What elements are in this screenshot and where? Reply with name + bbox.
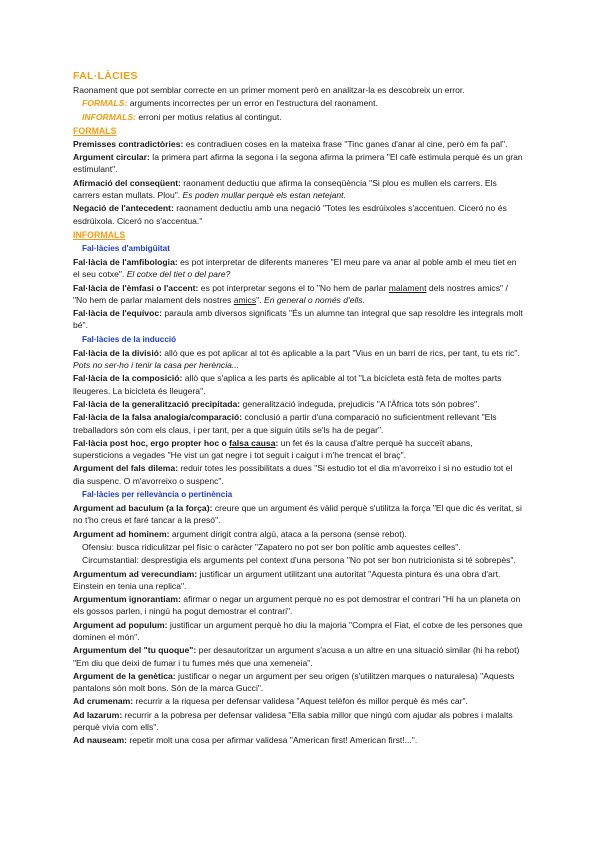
informals-definition: INFORMALS: erroni per motius relatius al contingut. — [82, 111, 282, 122]
informals-label: INFORMALS: — [82, 111, 136, 122]
fallacy-entry: Argument del fals dilema: reduir totes les possibilitats a dues "Si estudio tot el dia m'avorreixo i si no estudio tot el dia suspenc. O m'avorreixo o suspenc". — [73, 463, 513, 486]
document-page — [73, 70, 523, 748]
fallacy-entry: Argument circular: la primera part afirma la segona i la segona afirma la primera "El cafè estimula perquè és un gran estimulant". — [73, 152, 523, 175]
fallacy-entry: Argument ad baculum (a la força): creure que un argument és vàlid perquè s'utilitza la força "El que dic és veritat, si no t'ho creus et faré tancar a la presó". — [73, 503, 522, 526]
fallacy-entry: Argumentum ignorantiam: afirmar o negar un argument perquè no es pot demostrar el contrari "Hi ha un planeta on els gossos parlen, i ningú ha pogut demostrar el contrari". — [73, 594, 521, 617]
hominem-ofensiu: Ofensiu: busca ridiculitzar pel físic o caràcter "Zapatero no pot ser bon polític amb aquestes celles". — [82, 541, 461, 552]
fallacy-entry: Fal·làcia post hoc, ergo propter hoc o falsa causa: un fet és la causa d'altre perquè ha succeït abans, supersticions a vegades "He vist un gat negre i tot seguit i caigut i m'he trencat el braç". — [73, 437, 473, 461]
fallacy-entry: Ad crumenam: recurrir a la riquesa per defensar validesa "Aquest telèfon és millor perquè és més car". — [73, 696, 468, 707]
fallacy-entry: Fal·làcia de la generalització precipitada: generalització indeguda, prejudicis "A l'Àfrica tots són pobres". — [73, 398, 480, 409]
fallacy-entry: Argumentum del "tu quoque": per desautoritzar un argument s'acusa a un altre en una situació similar (hi ha rebot) "Em diu que deixi de fumar i tu fumes més que una xemeneia". — [73, 645, 520, 668]
subheading-induccio: Fal·làcies de la inducció — [82, 334, 177, 344]
fallacy-entry: Fal·làcia de l'equívoc: paraula amb diversos significats "És un alumne tan integral que sap resoldre les integrals molt bé". — [73, 308, 523, 331]
formals-label: FORMALS: — [82, 98, 128, 109]
intro-paragraph: Raonament que pot semblar correcte en un primer moment però en analitzar-la es descobreix un error. — [73, 85, 465, 95]
formals-definition: FORMALS: arguments incorrectes per un error en l'estructura del raonament. — [82, 98, 378, 109]
fallacy-entry: Ad nauseam: repetir molt una cosa per afirmar validesa "American first! American first!...". — [73, 735, 418, 746]
fallacy-entry: Argumentum ad verecundiam: justificar un argument utilitzant una autoritat "Aquesta pintura és una obra d'art. Einstein en tenia una replica". — [73, 568, 501, 591]
fallacy-entry: Negació de l'antecedent: raonament deductiu amb una negació "Totes les esdrúixoles s'accentuen. Ciceró no és esdrúixola. Ciceró no s'accentua." — [73, 203, 507, 226]
fallacy-entry: Argument de la genètica: justificar o negar un argument per seu origen (s'utilitzen marques o naturalesa) "Aquests pantalons són molt bons. Són de la marca Gucci". — [73, 670, 515, 694]
fallacy-entry: Fal·làcia de l'amfibologia: es pot interpretar de diferents maneres "El meu pare va anar al poble amb el meu tiet en el seu cotxe". El cotxe del tiet o del pare? — [73, 256, 517, 280]
fallacy-entry: Afirmació del conseqüent: raonament deductiu que afirma la conseqüència "Si plou es mullen els carrers. Els carrers estan mullats. Plou". Es poden mullar perquè els estan netejant. — [73, 177, 497, 201]
fallacy-entry: Argument ad populum: justificar un argument perquè ho diu la majoria "Compra el Fiat, el cotxe de les persones que dominen el món". — [73, 619, 523, 642]
formals-heading: FORMALS — [73, 125, 117, 136]
fallacy-entry: Fal·làcia de la falsa analogia/comparació: conclusió a partir d'una comparació no suficientment rellevant "Els treballadors són com els claus, i per tant, per a que siguin útils se'ls ha de pegar". — [73, 412, 497, 435]
fallacy-entry: Ad lazarum: recurrir a la pobresa per defensar validesa "Ella sabia millor que ningú com ajudar als pobres i malalts perquè vivia com ells". — [73, 709, 513, 733]
fallacy-entry: Premisses contradictòries: es contradiuen coses en la mateixa frase "Tinc ganes d'anar al cine, però em fa pal". — [73, 138, 508, 149]
fallacy-entry: Fal·làcia de la divisió: allò que es pot aplicar al tot és aplicable a la part "Vius en un barri de rics, per tant, tu ets ric". Pots no ser-ho i tenir la casa per herència... — [73, 347, 520, 371]
hominem-circumstantial: Circumstantial: desprestigia els arguments pel context d'una persona "No pot ser bon nutricionista si té sobrepès". — [82, 555, 516, 566]
subheading-ambiguitat: Fal·làcies d'ambigüitat — [82, 243, 170, 253]
document-title: FAL·LÀCIES — [73, 70, 138, 82]
fallacy-entry: Argument ad hominem: argument dirigit contra algú, ataca a la persona (sense rebot). — [73, 528, 407, 539]
informals-heading: INFORMALS — [73, 229, 126, 240]
subheading-rellevancia: Fal·làcies per rellevància o pertinència — [82, 490, 233, 500]
fallacy-entry: Fal·làcia de la composició: allò que s'aplica a les parts és aplicable al tot "La bicicleta està feta de moltes parts lleugeres. La bicicleta és lleugera". — [73, 373, 502, 396]
fallacy-entry: Fal·làcia de l'èmfasi o l'accent: es pot interpretar segons el to "No hem de parlar malament dels nostres amics" / "No hem de parlar malament dels nostres amics". En general o només d'ells. — [73, 282, 508, 305]
